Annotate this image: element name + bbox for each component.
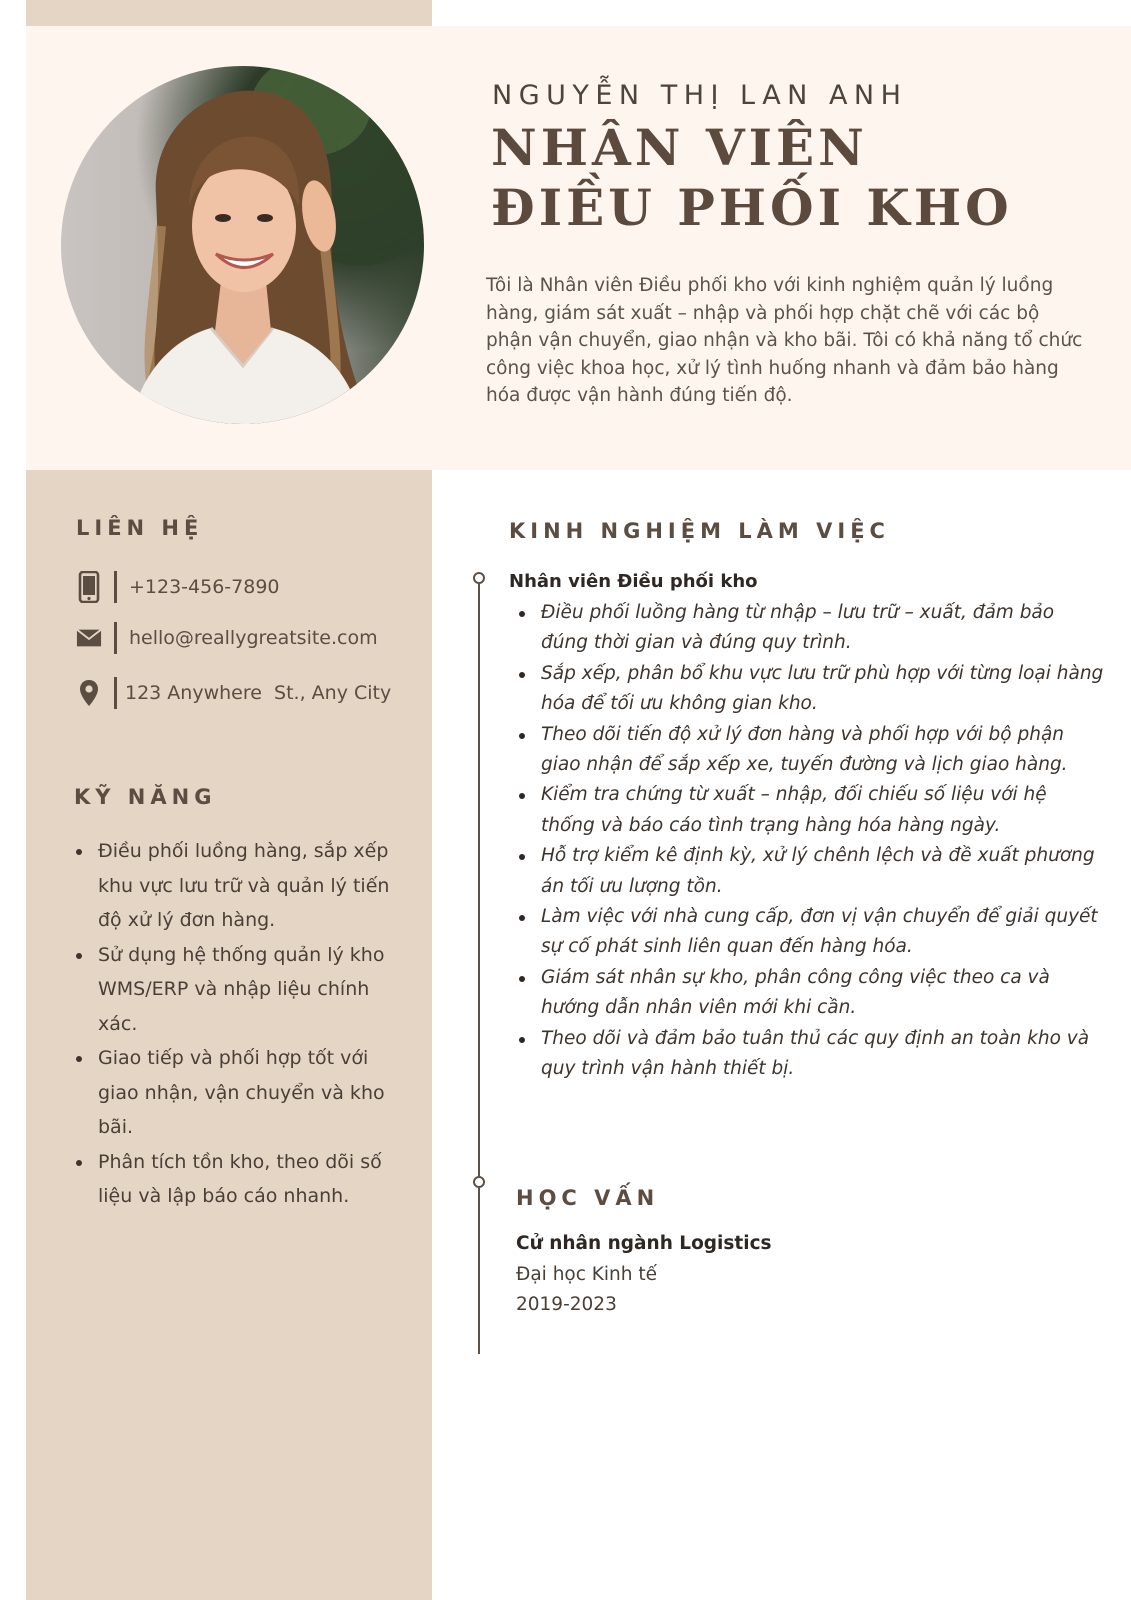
timeline-marker-experience [473, 572, 485, 584]
skill-item: Điều phối luồng hàng, sắp xếp khu vực lưu trữ và quản lý tiến độ xử lý đơn hàng. [76, 834, 396, 938]
contact-divider [114, 677, 117, 709]
skill-item: Giao tiếp và phối hợp tốt với giao nhận, vận chuyển và kho bãi. [76, 1041, 396, 1145]
contact-phone [76, 570, 280, 604]
contact-heading: LIÊN HỆ [76, 516, 204, 540]
duty-item: Hỗ trợ kiểm kê định kỳ, xử lý chênh lệch và đề xuất phương án tối ưu lượng tồn. [519, 841, 1104, 902]
phone-icon [76, 570, 102, 604]
phone-number[interactable]: +123-456-7890 [129, 576, 280, 598]
contact-email [76, 621, 378, 655]
contact-address [76, 676, 391, 710]
street-address: 123 Anywhere St., Any City [125, 682, 392, 704]
study-years: 2019-2023 [516, 1294, 617, 1315]
email-address[interactable]: hello@reallygreatsite.com [129, 627, 378, 649]
experience-heading: KINH NGHIỆM LÀM VIỆC [509, 519, 890, 543]
degree-title: Cử nhân ngành Logistics [516, 1233, 772, 1254]
portrait-illustration [61, 66, 424, 424]
education-heading: HỌC VẤN [516, 1186, 660, 1210]
duty-item: Làm việc với nhà cung cấp, đơn vị vận chuyển để giải quyết sự cố phát sinh liên quan đến hàng hóa. [519, 902, 1104, 963]
duty-item: Theo dõi và đảm bảo tuân thủ các quy định an toàn kho và quy trình vận hành thiết bị. [519, 1024, 1104, 1085]
skill-item: Sử dụng hệ thống quản lý kho WMS/ERP và nhập liệu chính xác. [76, 938, 396, 1042]
contact-divider [114, 622, 117, 654]
skills-heading: KỸ NĂNG [74, 785, 217, 809]
timeline-line [478, 576, 480, 1354]
duty-item: Kiểm tra chứng từ xuất – nhập, đối chiếu số liệu với hệ thống và báo cáo tình trạng hàng hóa hàng ngày. [519, 780, 1104, 841]
job-position-line-2: ĐIỀU PHỐI KHO [491, 178, 1013, 237]
school-name: Đại học Kinh tế [516, 1264, 658, 1285]
job-position-line-1: NHÂN VIÊN [491, 118, 868, 177]
skills-list [76, 834, 396, 1214]
job-position-title [491, 118, 1013, 238]
duty-item: Điều phối luồng hàng từ nhập – lưu trữ – xuất, đảm bảo đúng thời gian và đúng quy trình. [519, 598, 1104, 659]
mail-icon [76, 621, 102, 655]
profile-summary: Tôi là Nhân viên Điều phối kho với kinh nghiệm quản lý luồng hàng, giám sát xuất – nhập và phối hợp chặt chẽ với các bộ phận vận chuyển, giao nhận và kho bãi. Tôi có khả năng tổ chức công việc khoa học, xử lý tình huống nhanh và đảm bảo hàng hóa được vận hành đúng tiến độ. [486, 275, 1083, 406]
candidate-name: NGUYỄN THỊ LAN ANH [492, 80, 908, 111]
job-title: Nhân viên Điều phối kho [509, 571, 758, 592]
location-pin-icon [76, 676, 102, 710]
contact-divider [114, 571, 117, 603]
duties-list [519, 598, 1104, 1085]
timeline-marker-education [473, 1176, 485, 1188]
duty-item: Giám sát nhân sự kho, phân công công việc theo ca và hướng dẫn nhân viên mới khi cần. [519, 963, 1104, 1024]
profile-photo [61, 66, 424, 424]
skill-item: Phân tích tồn kho, theo dõi số liệu và lập báo cáo nhanh. [76, 1145, 396, 1214]
duty-item: Sắp xếp, phân bổ khu vực lưu trữ phù hợp với từng loại hàng hóa để tối ưu không gian kho. [519, 659, 1104, 720]
duty-item: Theo dõi tiến độ xử lý đơn hàng và phối hợp với bộ phận giao nhận để sắp xếp xe, tuyến đường và lịch giao hàng. [519, 720, 1104, 781]
